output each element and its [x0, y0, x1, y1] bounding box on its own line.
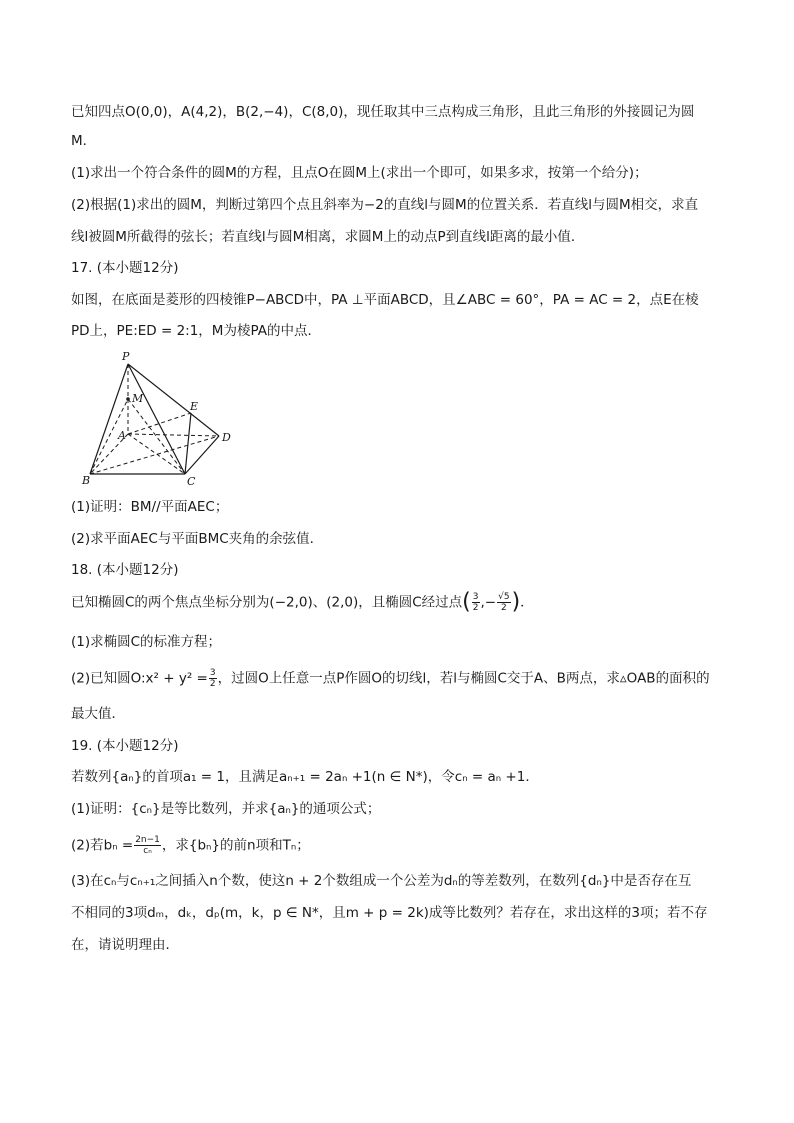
p16-question-1: (1)求出一个符合条件的圆M的方程，且点O在圆M上(求出一个即可，如果多求，按第一个给分)；	[71, 165, 648, 181]
edge-BD	[90, 436, 219, 474]
edge-PB	[90, 364, 128, 474]
p17-statement-line2: PD上，PE:ED = 2:1，M为棱PA的中点．	[71, 323, 321, 339]
p18-question-2-line1: (2)已知圆O:x² + y² = $\frac{3}{2}$ ，过圆O上任意一点P作圆O的切线l，若l与椭圆C交于A、B两点，求▵OAB的面积的	[71, 668, 710, 689]
p19-statement-line1: 若数列{aₙ}的首项a₁ = 1，且满足aₙ₊₁ = 2aₙ +1(n ∈ N*)，令cₙ = aₙ +1．	[71, 769, 539, 785]
p19-question-3-line1: (3)在cₙ与cₙ₊₁之间插入n个数，使这n + 2个数组成一个公差为dₙ的等差数列，在数列{dₙ}中是否存在互	[71, 873, 692, 889]
edge-EC	[185, 413, 191, 474]
p18-statement-line1: 已知椭圆C的两个焦点坐标分别为(−2,0)、(2,0)，且椭圆C经过点( $\frac{3}{2}$ ,− $\frac{√5}{2}$ )．	[71, 589, 534, 615]
label-A: A	[118, 429, 126, 442]
p18-question-2-line2: 最大值．	[71, 706, 125, 722]
label-E: E	[190, 400, 199, 413]
radius-fraction: $\frac{3}{2}$	[209, 668, 216, 689]
point-M	[126, 397, 130, 401]
p16-question-2-line1: (2)根据(1)求出的圆M，判断过第四个点且斜率为−2的直线l与圆M的位置关系．若直线l与圆M相交，求直	[71, 197, 699, 213]
p17-statement-line1: 如图，在底面是菱形的四棱锥P−ABCD中，PA ⊥平面ABCD，且∠ABC = 60°，PA = AC = 2，点E在棱	[71, 292, 699, 308]
pyramid-figure	[78, 346, 248, 488]
point-x-fraction: $\frac{3}{2}$	[472, 592, 479, 613]
b-n-fraction: $\frac{2n-1}{\text{cₙ}}$	[135, 835, 160, 856]
p16-statement-line1: 已知四点O(0,0)，A(4,2)，B(2,−4)，C(8,0)，现任取其中三点构成三角形，且此三角形的外接圆记为圆	[71, 104, 695, 120]
edge-AD	[128, 434, 219, 436]
p19-question-1: (1)证明：{cₙ}是等比数列，并求{aₙ}的通项公式；	[71, 801, 381, 817]
label-P: P	[122, 350, 130, 363]
p19-question-3-line2: 不相同的3项dₘ，dₖ，dₚ(m，k，p ∈ N*，且m + p = 2k)成等比数列？若存在，求出这样的3项；若不存	[71, 905, 708, 921]
paren-close: )	[511, 589, 521, 615]
label-M: M	[132, 392, 144, 405]
p16-question-2-line2: 线l被圆M所截得的弦长；若直线l与圆M相离，求圆M上的动点P到直线l距离的最小值．	[71, 229, 585, 245]
p19-header: 19. (本小题12分)	[71, 738, 179, 754]
p16-statement-line2: M．	[71, 133, 97, 149]
label-B: B	[82, 474, 91, 487]
p17-question-2: (2)求平面AEC与平面BMC夹角的余弦值．	[71, 531, 324, 547]
edge-AC	[128, 434, 185, 474]
paren-open: (	[462, 589, 471, 615]
label-C: C	[187, 475, 196, 488]
edge-MC	[128, 399, 185, 474]
p19-question-2: (2)若bₙ = $\frac{2n-1}{\text{cₙ}}$ ，求{bₙ}的前n项和Tₙ；	[71, 835, 310, 856]
p18-question-1: (1)求椭圆C的标准方程；	[71, 634, 222, 650]
label-D: D	[222, 431, 231, 444]
p18-header: 18. (本小题12分)	[71, 562, 179, 578]
p17-question-1: (1)证明：BM//平面AEC；	[71, 499, 229, 515]
p18-statement-text: 已知椭圆C的两个焦点坐标分别为(−2,0)、(2,0)，且椭圆C经过点	[71, 594, 463, 611]
p19-question-3-line3: 在，请说明理由．	[71, 937, 179, 953]
edge-CD	[185, 436, 219, 474]
point-y-fraction: $\frac{√5}{2}$	[498, 592, 510, 613]
edge-PC	[128, 364, 185, 474]
p17-header: 17. (本小题12分)	[71, 260, 179, 276]
